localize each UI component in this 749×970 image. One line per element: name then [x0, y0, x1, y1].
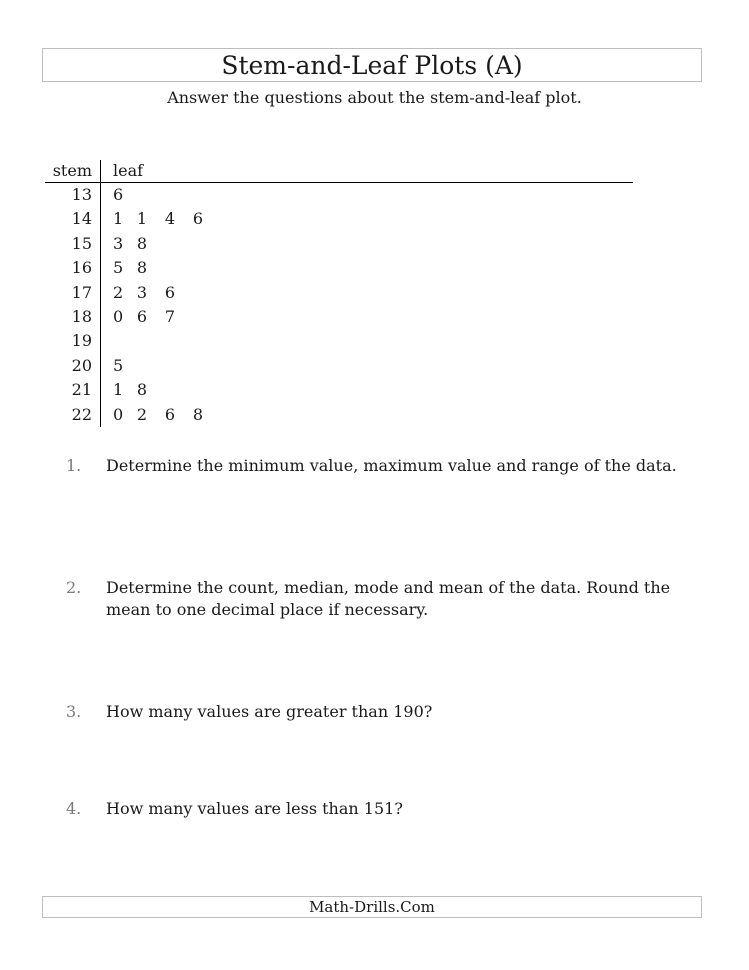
plot-row — [45, 378, 633, 402]
question-4 — [66, 798, 696, 820]
plot-row — [45, 329, 633, 353]
leaf-value: 2 — [113, 282, 124, 302]
leaf-value: 5 — [113, 355, 124, 375]
leaf-values — [101, 183, 133, 207]
leaf-values — [101, 403, 217, 427]
question-text: How many values are less than 151? — [106, 799, 403, 818]
plot-row — [45, 183, 633, 207]
stem-and-leaf-plot — [45, 160, 633, 427]
leaf-value: 4 — [164, 209, 176, 229]
plot-header-row — [45, 160, 633, 183]
leaf-value: 8 — [136, 258, 148, 278]
leaf-values — [101, 256, 161, 280]
question-3 — [66, 701, 696, 723]
leaf-value: 6 — [192, 209, 204, 229]
leaf-value: 2 — [136, 404, 148, 424]
leaf-values — [101, 305, 189, 329]
stem-header: stem — [45, 160, 101, 182]
stem-value: 18 — [45, 305, 101, 329]
leaf-value: 1 — [136, 209, 148, 229]
stem-value: 13 — [45, 183, 101, 207]
leaf-value: 7 — [164, 306, 176, 326]
question-1 — [66, 455, 696, 477]
stem-value: 16 — [45, 256, 101, 280]
question-text: Determine the minimum value, maximum value and range of the data. — [106, 456, 677, 475]
plot-row — [45, 232, 633, 256]
leaf-value: 8 — [192, 404, 204, 424]
leaf-value: 3 — [113, 233, 124, 253]
plot-row — [45, 354, 633, 378]
leaf-values — [101, 354, 133, 378]
stem-value: 20 — [45, 354, 101, 378]
leaf-values — [101, 329, 113, 353]
leaf-values — [101, 281, 189, 305]
plot-row — [45, 305, 633, 329]
leaf-value: 1 — [113, 209, 124, 229]
leaf-values — [101, 232, 161, 256]
plot-rows — [45, 183, 633, 427]
leaf-value: 3 — [136, 282, 148, 302]
leaf-values — [101, 207, 217, 231]
question-text: How many values are greater than 190? — [106, 702, 433, 721]
question-number: 4. — [66, 799, 82, 818]
stem-value: 19 — [45, 329, 101, 353]
stem-value: 17 — [45, 281, 101, 305]
leaf-value: 6 — [136, 306, 148, 326]
leaf-value: 0 — [113, 306, 124, 326]
leaf-value: 6 — [164, 404, 176, 424]
plot-row — [45, 207, 633, 231]
footer-site: Math-Drills.Com — [42, 896, 702, 918]
leaf-value: 8 — [136, 233, 148, 253]
plot-row — [45, 403, 633, 427]
stem-value: 15 — [45, 232, 101, 256]
question-text: Determine the count, median, mode and mean of the data. Round the mean to one decimal place if necessary. — [106, 578, 671, 619]
leaf-value: 6 — [164, 282, 176, 302]
leaf-value: 6 — [113, 185, 124, 204]
worksheet-title: Stem-and-Leaf Plots (A) — [42, 48, 702, 82]
question-number: 2. — [66, 578, 82, 597]
question-number: 3. — [66, 702, 82, 721]
question-2 — [66, 577, 696, 621]
question-number: 1. — [66, 456, 82, 475]
leaf-value: 5 — [113, 258, 124, 278]
leaf-value: 1 — [113, 380, 124, 400]
leaf-value: 8 — [136, 380, 148, 400]
stem-value: 21 — [45, 378, 101, 402]
instructions: Answer the questions about the stem-and-leaf plot. — [167, 88, 582, 107]
leaf-value: 0 — [113, 404, 124, 424]
plot-row — [45, 281, 633, 305]
leaf-values — [101, 378, 161, 402]
leaf-header: leaf — [113, 161, 144, 180]
stem-value: 14 — [45, 207, 101, 231]
plot-row — [45, 256, 633, 280]
stem-value: 22 — [45, 403, 101, 427]
